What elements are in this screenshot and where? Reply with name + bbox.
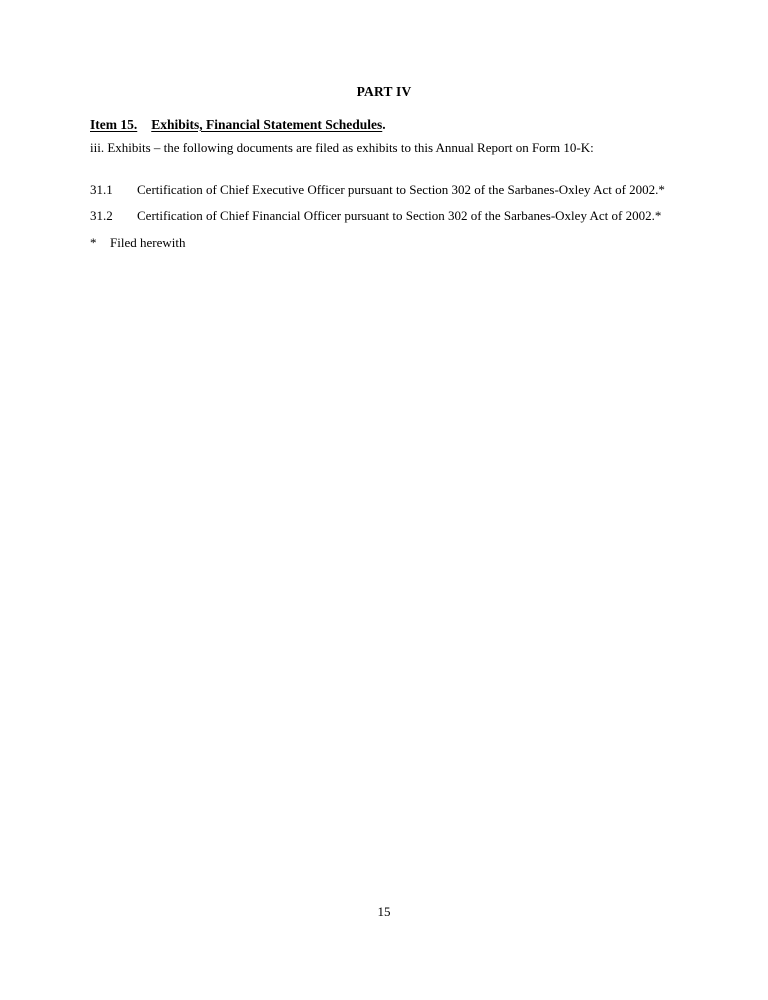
- exhibit-description: Certification of Chief Financial Officer pursuant to Section 302 of the Sarbanes-Oxley Act of 2002.*: [137, 207, 662, 223]
- footnote: [90, 236, 678, 251]
- item-number: Item 15.: [90, 116, 138, 132]
- item-heading: [90, 117, 678, 133]
- page-content: [90, 0, 678, 251]
- exhibit-number: 31.1: [90, 181, 113, 197]
- exhibit-row-31-1: [90, 183, 678, 198]
- page-number: 15: [377, 904, 391, 919]
- exhibit-row-31-2: [90, 209, 678, 224]
- exhibit-description: Certification of Chief Executive Officer pursuant to Section 302 of the Sarbanes-Oxley Act of 2002.*: [137, 181, 665, 197]
- footnote-marker: *: [90, 234, 97, 250]
- intro-paragraph: iii. Exhibits – the following documents are filed as exhibits to this Annual Report on Form 10-K:: [90, 140, 594, 156]
- exhibit-number: 31.2: [90, 207, 113, 223]
- part-heading: PART IV: [356, 84, 412, 99]
- item-title: Exhibits, Financial Statement Schedules: [151, 116, 383, 132]
- item-title-period: .: [382, 116, 386, 132]
- footnote-text: Filed herewith: [110, 234, 186, 250]
- exhibit-list: [90, 183, 678, 224]
